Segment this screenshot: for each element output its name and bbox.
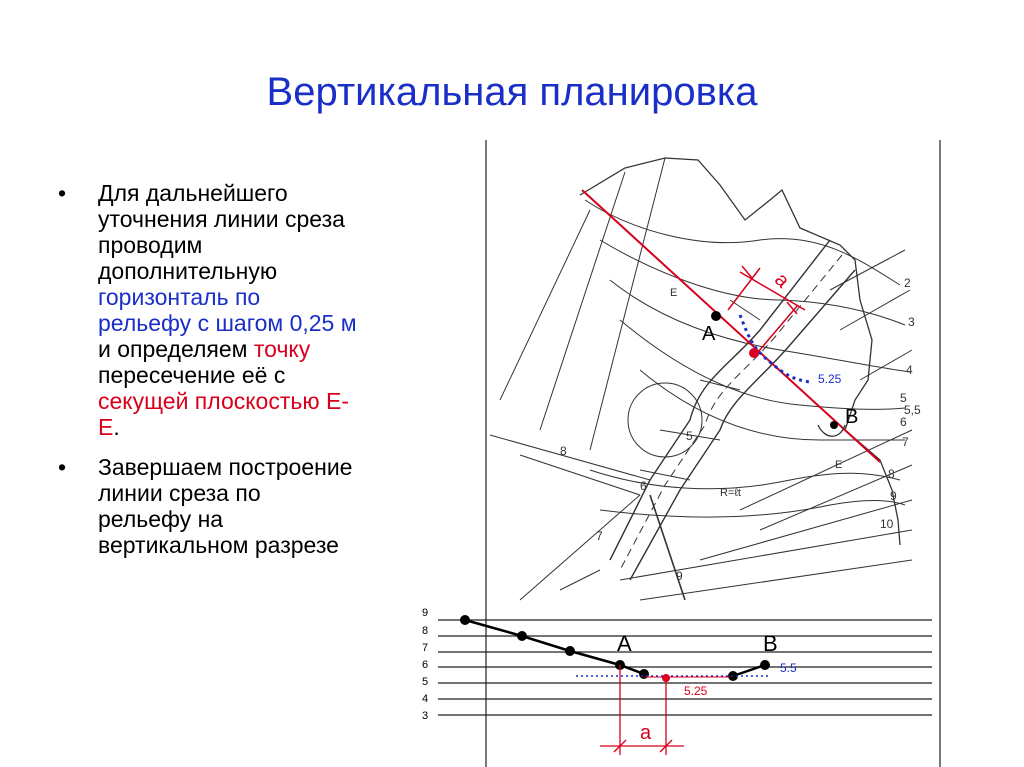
level-label: 6: [422, 659, 429, 671]
road-numbers: [560, 429, 693, 583]
road-edge: [650, 495, 685, 600]
bullet1-highlight-contour: горизонталь по рельефу с шагом 0,25 м: [98, 284, 357, 336]
contour-number: 4: [906, 363, 913, 377]
contour-number: 3: [908, 315, 915, 329]
bullet-marker: •: [58, 454, 67, 480]
curve-circle: [628, 383, 702, 457]
slope-line: [560, 570, 600, 590]
slope-line: [840, 290, 910, 330]
road-number: 6: [640, 479, 647, 493]
contour-line: [600, 240, 905, 325]
bullet1-highlight-point: точку: [253, 336, 311, 362]
road-number: 7: [596, 529, 603, 543]
level-label: 5: [422, 676, 429, 688]
road-edge: [490, 435, 650, 480]
slope-line: [590, 158, 665, 450]
bullet1-highlight-plane: секущей плоскостью Е-Е: [98, 388, 350, 440]
road-edge: [630, 270, 855, 580]
level-label: 7: [422, 642, 429, 654]
slope-line: [500, 210, 590, 400]
profile-point: [760, 660, 770, 670]
dimension-a-profile-label: a: [640, 722, 652, 744]
contour-number: 5,5: [904, 403, 921, 417]
contour-number: 6: [900, 415, 907, 429]
profile-points: [460, 615, 770, 681]
bullet1-text-a: Для дальнейшего уточнения линии среза проводим дополнительную: [98, 180, 345, 284]
contour-number: 9: [890, 489, 897, 503]
contour-line: [640, 370, 905, 440]
road-crossline: [640, 470, 690, 480]
profile-view: [422, 607, 932, 755]
profile-point-a-label: A: [617, 631, 632, 656]
level-525-label: 5.25: [684, 684, 708, 698]
section-mark-e-top: E: [670, 287, 678, 299]
contour-number: 2: [904, 276, 911, 290]
level-label: 8: [422, 625, 429, 637]
contour-number: 10: [880, 517, 894, 531]
profile-point: [517, 631, 527, 641]
contour-line: [590, 470, 900, 489]
dimension-a-plan: [728, 266, 805, 352]
contour-number: 7: [902, 435, 909, 449]
contour-525-label: 5.25: [818, 372, 842, 386]
road-edge: [520, 495, 640, 600]
road-number: 5: [686, 429, 693, 443]
level-label: 9: [422, 607, 429, 619]
bullet1-text-b: и определяем: [98, 336, 254, 362]
slope-line: [540, 172, 625, 430]
bullet1-text-d: .: [113, 414, 120, 440]
intersection-point-marker: [749, 348, 759, 358]
profile-point-b-label: B: [763, 631, 778, 656]
slope-line: [740, 430, 912, 510]
road-crossline: [700, 380, 740, 390]
radius-note: R=ℓt: [720, 487, 741, 499]
point-a-marker: [711, 311, 721, 321]
contour-line: [610, 280, 910, 372]
bullet-marker: •: [58, 180, 67, 206]
dimension-a-plan-label: a: [770, 268, 794, 293]
road-number: 8: [560, 444, 567, 458]
plan-view: [490, 158, 912, 600]
profile-point: [565, 646, 575, 656]
point-a-label: A: [702, 323, 716, 345]
bullet1-text-c: пересечение её с: [98, 362, 286, 388]
bullet2-text: Завершаем построение линии среза по рельефу на вертикальном разрезе: [98, 454, 353, 558]
contour-525-line: [740, 315, 810, 382]
road-number: 9: [676, 569, 683, 583]
road-edge: [520, 455, 640, 495]
point-b-marker: [830, 421, 838, 429]
contour-number: 5: [900, 391, 907, 405]
road-edge: [610, 240, 830, 560]
level-label: 3: [422, 710, 429, 722]
level-label: 4: [422, 693, 429, 705]
road-crossline: [730, 300, 760, 320]
slide-title: Вертикальная планировка: [266, 70, 758, 114]
contour-number: 8: [888, 467, 895, 481]
level-55-label: 5.5: [780, 661, 797, 675]
section-mark-e-bottom: E: [835, 459, 843, 471]
contour-numbers: [880, 276, 921, 531]
point-b-label: B: [845, 406, 859, 428]
profile-level-labels: [422, 607, 428, 722]
profile-point: [460, 615, 470, 625]
